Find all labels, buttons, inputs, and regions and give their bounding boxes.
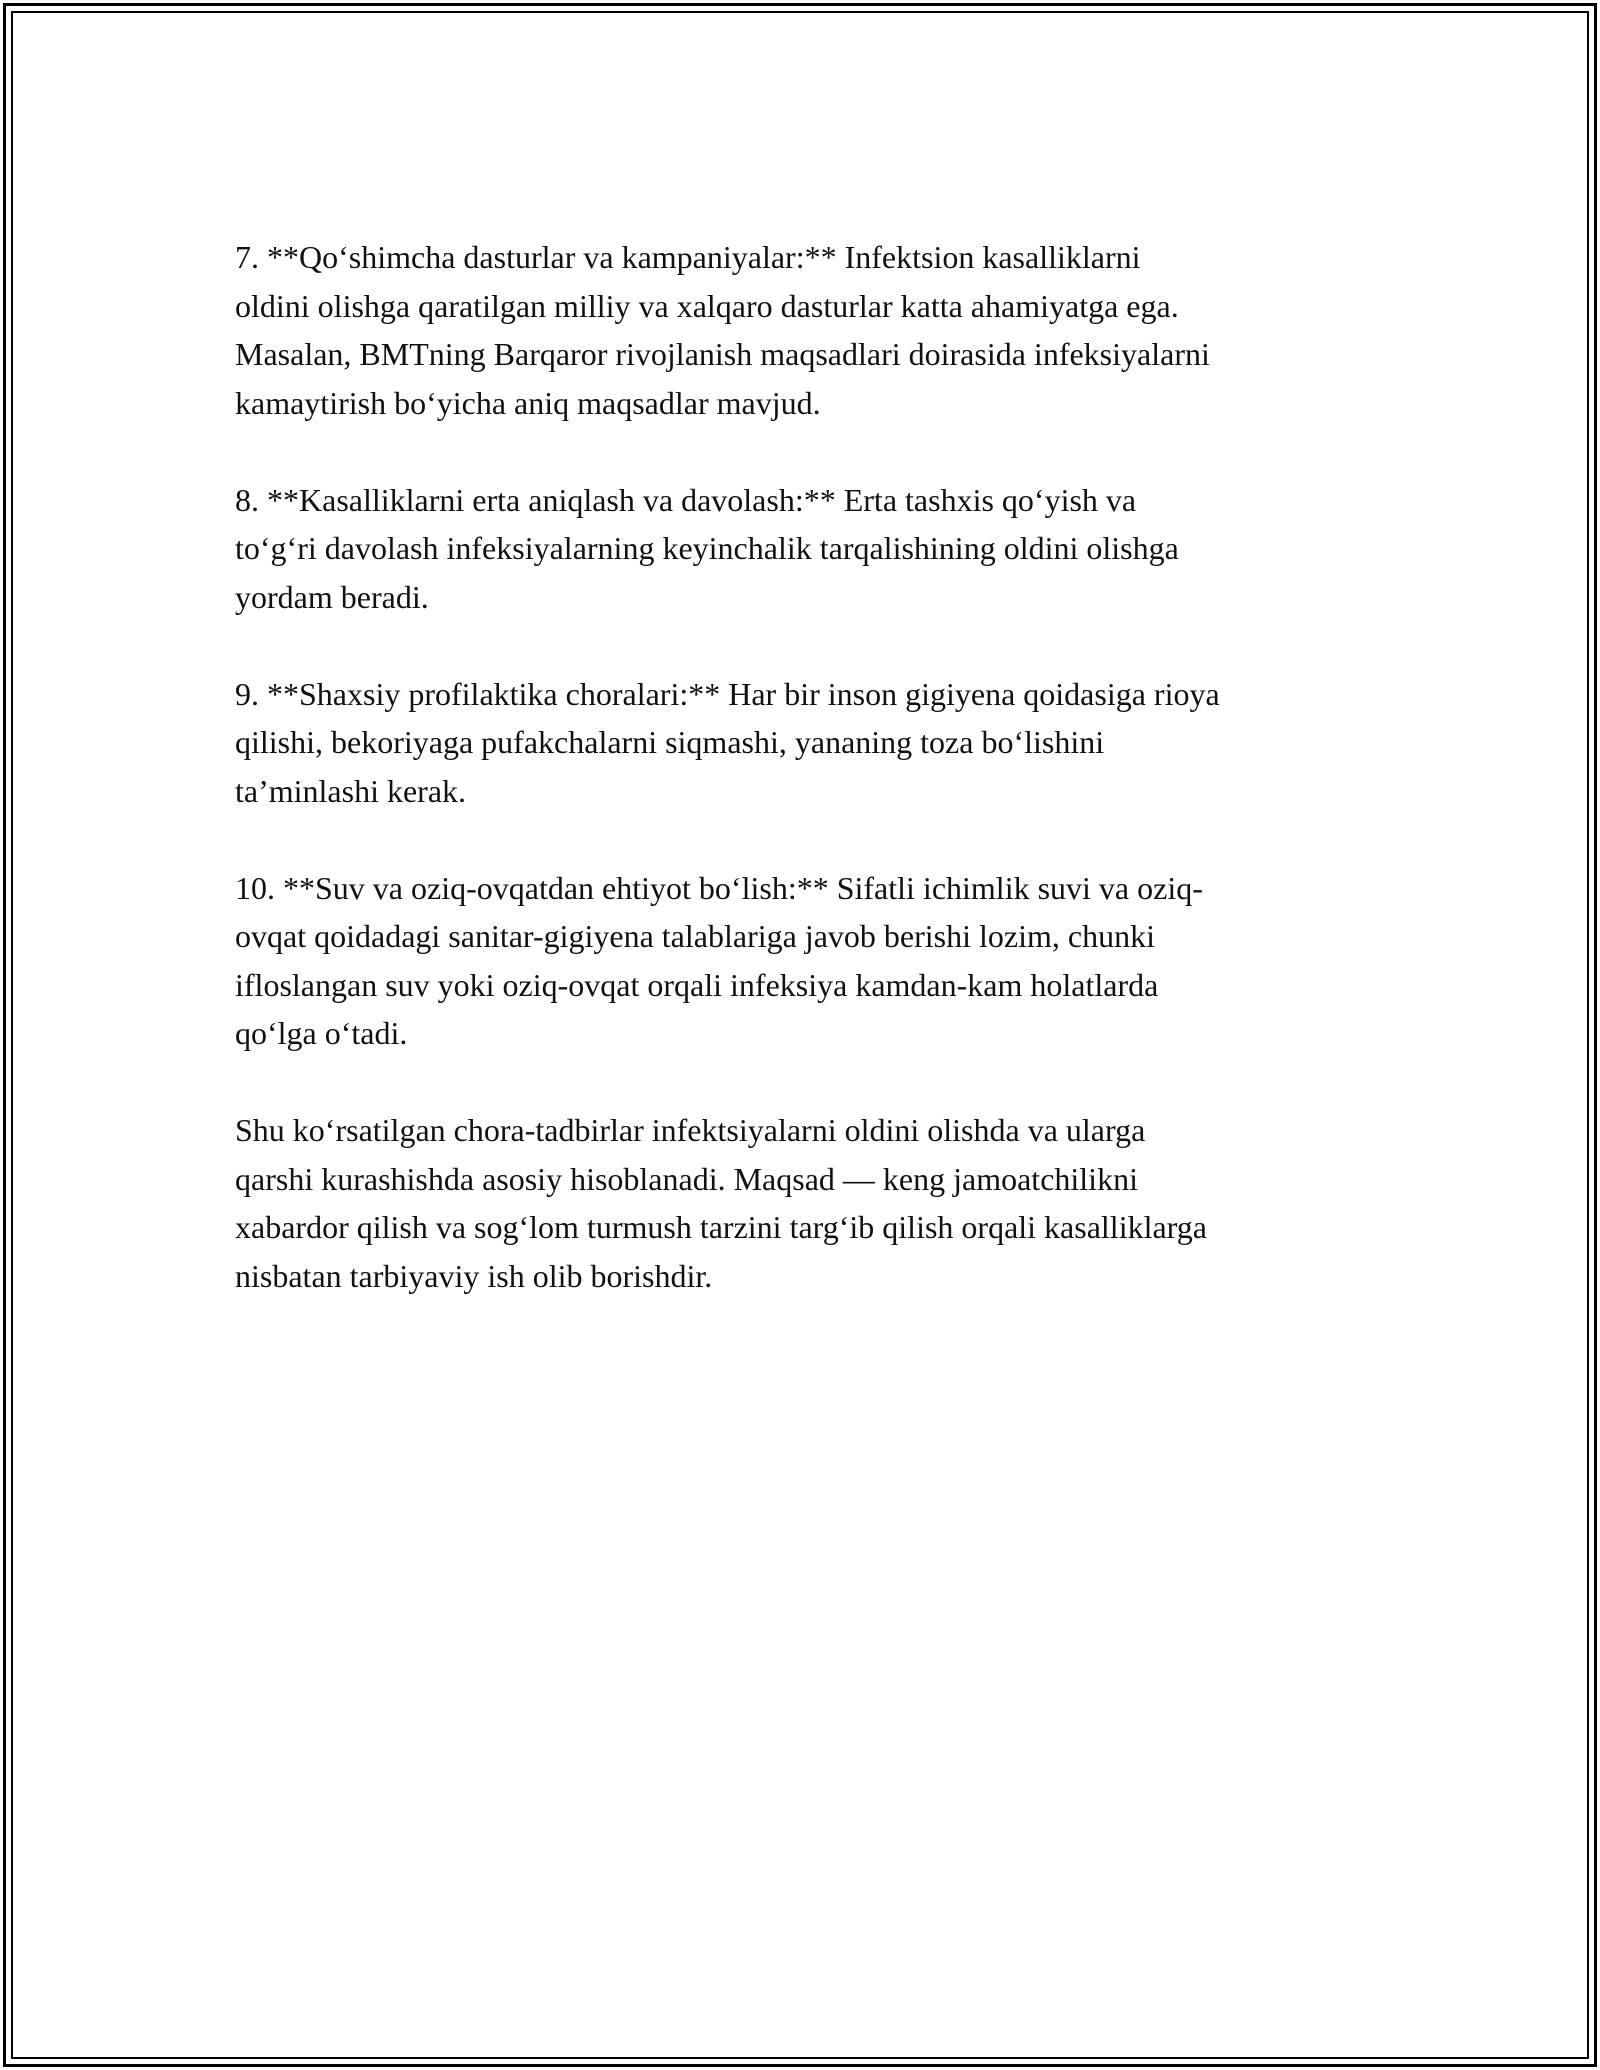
text-line: 9. **Shaxsiy profilaktika choralari:** Har bir inson gigiyena qoidasiga rioya	[235, 675, 1220, 712]
text-line: qarshi kurashishda asosiy hisoblanadi. Maqsad — keng jamoatchilikni	[235, 1160, 1138, 1197]
text-line: to‘g‘ri davolash infeksiyalarning keyinchalik tarqalishining oldini olishga	[235, 530, 1179, 566]
text-line: 7. **Qo‘shimcha dasturlar va kampaniyalar:** Infektsion kasalliklarni	[235, 239, 1141, 275]
text-line: qo‘lga o‘tadi.	[235, 1015, 408, 1051]
paragraph-item-8	[235, 476, 1375, 622]
text-line: 8. **Kasalliklarni erta aniqlash va davolash:** Erta tashxis qo‘yish va	[235, 481, 1137, 518]
paragraph-item-7	[235, 233, 1375, 427]
paragraph-item-10	[235, 864, 1375, 1058]
paragraph-conclusion	[235, 1106, 1375, 1300]
text-line: xabardor qilish va sog‘lom turmush tarzini targ‘ib qilish orqali kasalliklarga	[235, 1209, 1207, 1245]
text-line: Masalan, BMTning Barqaror rivojlanish maqsadlari doirasida infeksiyalarni	[235, 336, 1210, 372]
text-line: oldini olishga qaratilgan milliy va xalqaro dasturlar katta ahamiyatga ega.	[235, 287, 1179, 324]
text-line: qilishi, bekoriyaga pufakchalarni siqmashi, yananing toza bo‘lishini	[235, 724, 1105, 760]
document-body	[235, 233, 1375, 1349]
text-line: ta’minlashi kerak.	[235, 772, 467, 809]
text-line: kamaytirish bo‘yicha aniq maqsadlar mavjud.	[235, 384, 821, 421]
text-line: 10. **Suv va oziq-ovqatdan ehtiyot bo‘lish:** Sifatli ichimlik suvi va oziq-	[235, 869, 1203, 906]
paragraph-item-9	[235, 670, 1375, 816]
text-line: ifloslangan suv yoki oziq-ovqat orqali infeksiya kamdan-kam holatlarda	[235, 966, 1159, 1003]
text-line: nisbatan tarbiyaviy ish olib borishdir.	[235, 1257, 713, 1294]
text-line: ovqat qoidadagi sanitar-gigiyena talablariga javob berishi lozim, chunki	[235, 918, 1155, 954]
text-line: yordam beradi.	[235, 578, 429, 615]
text-line: Shu ko‘rsatilgan chora-tadbirlar infektsiyalarni oldini olishda va ularga	[235, 1112, 1146, 1148]
